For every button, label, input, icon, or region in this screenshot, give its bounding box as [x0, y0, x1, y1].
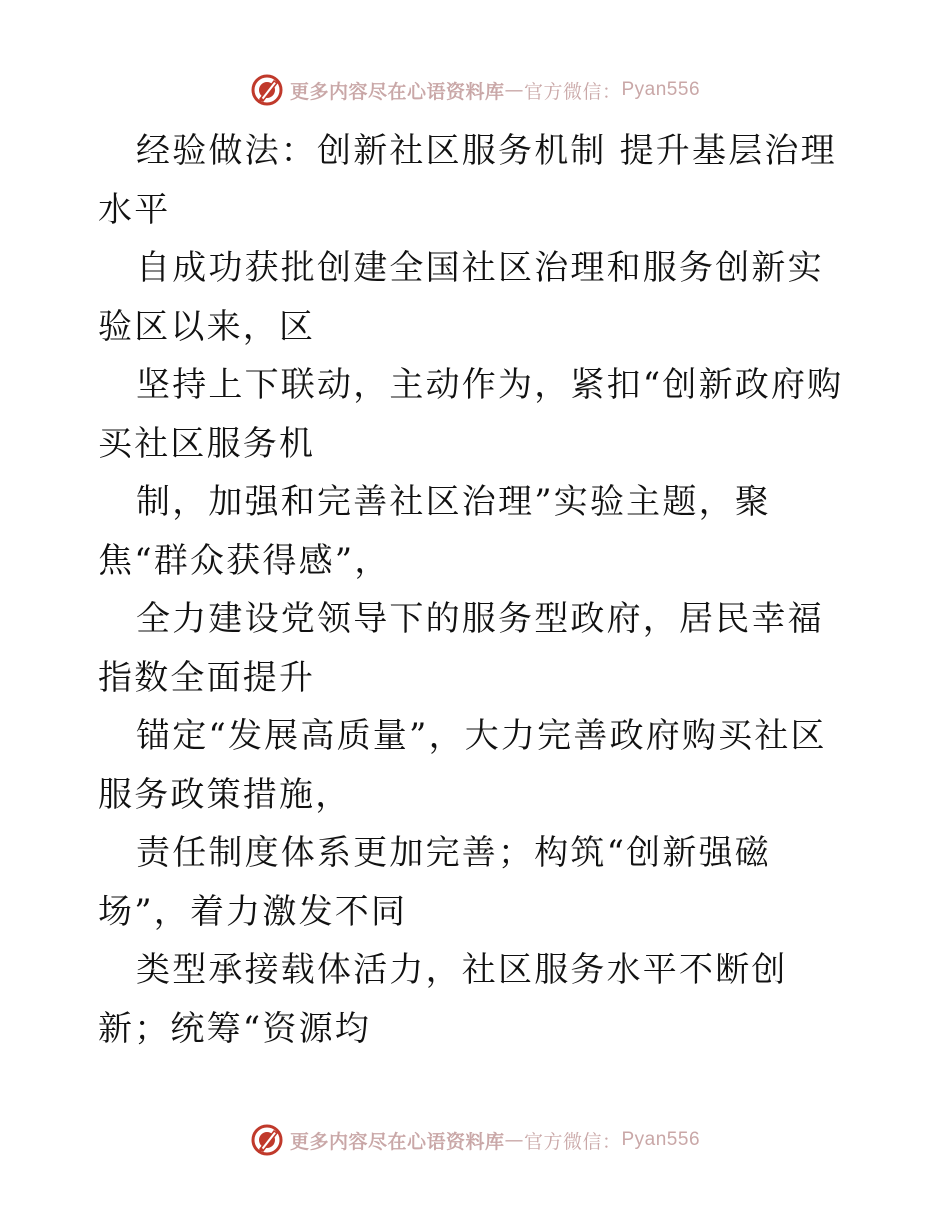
- footer-wechat-label: 官方微信：: [523, 1130, 622, 1153]
- header-banner: [0, 70, 950, 110]
- footer-wechat-handle: Pyan556: [621, 1129, 701, 1150]
- paragraph: 锚定“发展高质量”，大力完善政府购买社区服务政策措施，: [98, 716, 827, 815]
- header-wechat-label: 官方微信：: [523, 80, 622, 103]
- header-wechat-handle: Pyan556: [621, 79, 701, 100]
- paragraph: 自成功获批创建全国社区治理和服务创新实验区以来，区: [98, 248, 824, 347]
- paragraph-title: 经验做法：创新社区服务机制 提升基层治理水平: [98, 131, 837, 230]
- document-body: [98, 122, 854, 1058]
- header-separator: —: [504, 79, 524, 101]
- pen-logo-icon: [250, 1123, 284, 1157]
- paragraph: 责任制度体系更加完善；构筑“创新强磁场”，着力激发不同: [98, 833, 771, 932]
- footer-separator: —: [504, 1129, 524, 1151]
- paragraph: 制，加强和完善社区治理”实验主题，聚焦“群众获得感”，: [98, 482, 771, 581]
- paragraph: 类型承接载体活力，社区服务水平不断创新；统筹“资源均: [98, 950, 788, 1049]
- paragraph: 全力建设党领导下的服务型政府，居民幸福指数全面提升: [98, 599, 824, 698]
- footer-brand-text: 更多内容尽在心语资料库: [289, 1130, 505, 1153]
- paragraph: 坚持上下联动，主动作为，紧扣“创新政府购买社区服务机: [98, 365, 844, 464]
- pen-logo-icon: [250, 73, 284, 107]
- header-brand-text: 更多内容尽在心语资料库: [289, 80, 505, 103]
- footer-banner: [0, 1120, 950, 1160]
